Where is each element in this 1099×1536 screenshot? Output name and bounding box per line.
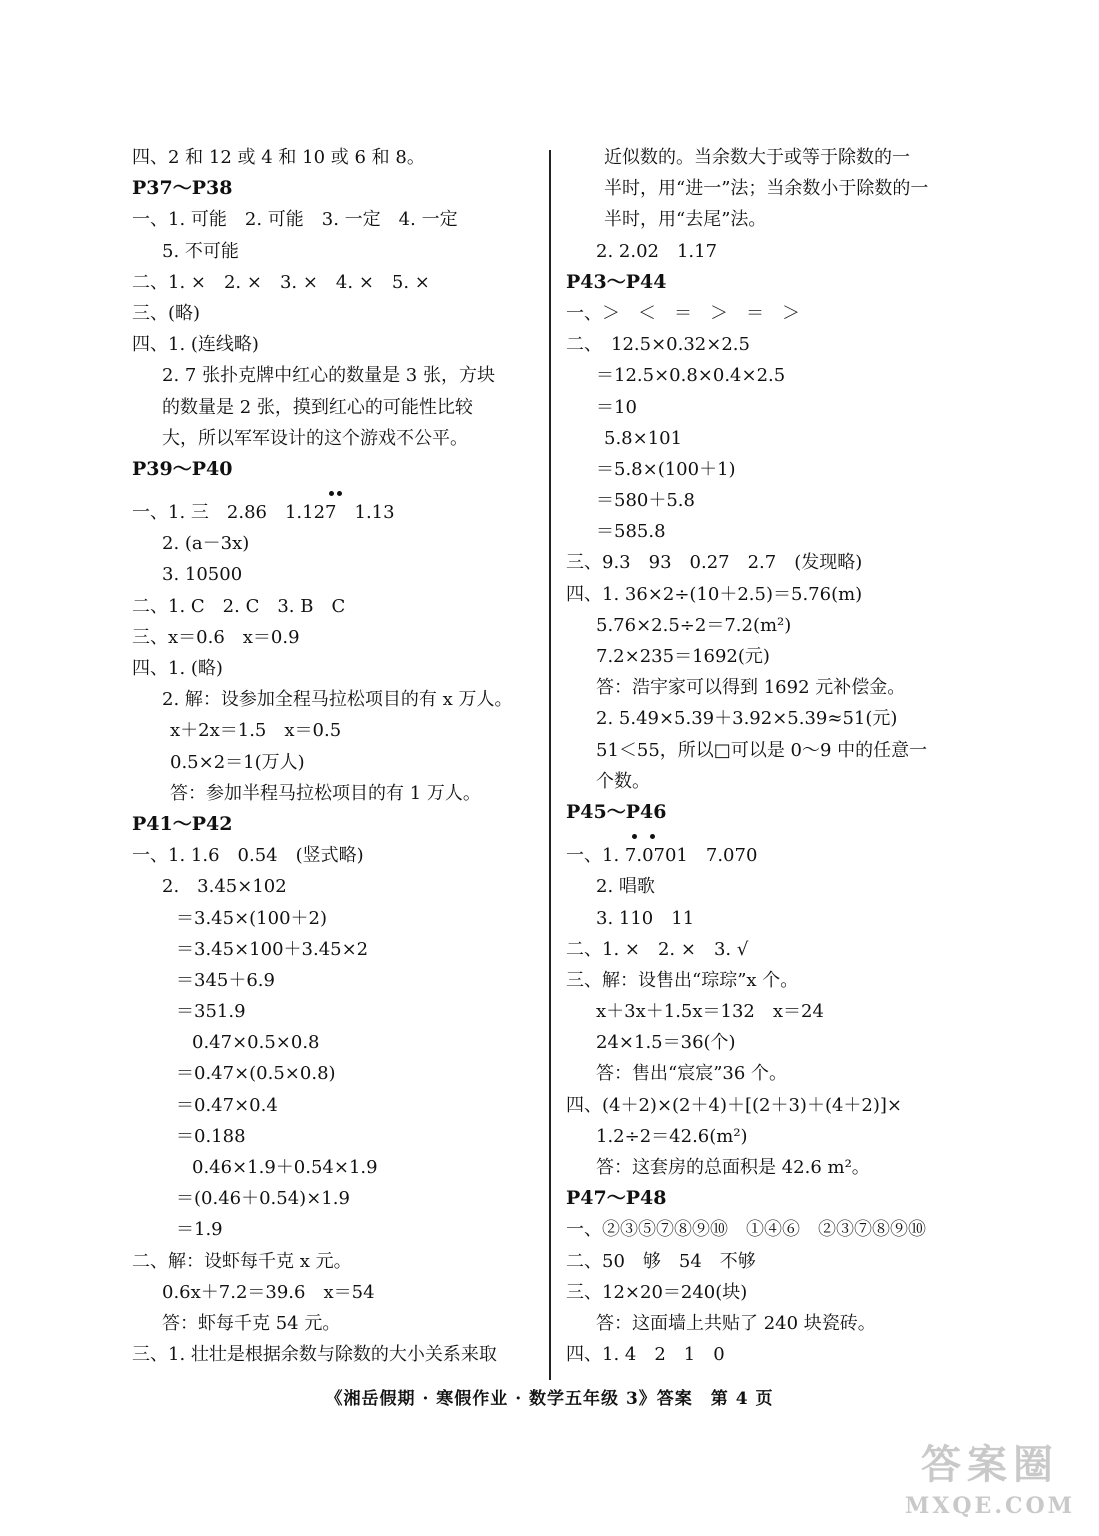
answer-line: 半时，用“去尾”法。 (604, 209, 767, 231)
answer-line: 1.2÷2＝42.6(m²) (596, 1125, 748, 1147)
section-header: P41～P42 (132, 812, 233, 835)
answer-line: 0.46×1.9＋0.54×1.9 (192, 1157, 378, 1178)
section-header: P45～P46 (566, 800, 667, 823)
repeating-dot (632, 834, 637, 839)
watermark-text: 答案圈 (921, 1441, 1059, 1488)
answer-line: 5. 不可能 (162, 240, 239, 262)
section-header: P39～P40 (132, 457, 233, 480)
answer-line: 四、1. 4 2 1 0 (566, 1344, 725, 1366)
answer-line: 二、 12.5×0.32×2.5 (566, 334, 750, 356)
answer-line: 四、1. (连线略) (132, 334, 259, 356)
answer-line: ＝351.9 (176, 1001, 246, 1023)
answer-line: 二、1. C 2. C 3. B C (132, 595, 346, 617)
answer-line: 一、1. 三 2.86 1.127 1.13 (132, 497, 542, 528)
answer-line: 51＜55，所以□可以是 0～9 中的任意一 (596, 739, 928, 761)
answer-line: ＝(0.46＋0.54)×1.9 (176, 1188, 350, 1210)
answer-line: ＝585.8 (596, 521, 666, 543)
answer-line: 2. 2.02 1.17 (596, 240, 718, 262)
repeating-dot (329, 491, 334, 496)
right-column (566, 142, 986, 1370)
section-header: P37～P38 (132, 177, 233, 200)
answer-line: ＝1.9 (176, 1219, 223, 1241)
answer-line: 四、2 和 12 或 4 和 10 或 6 和 8。 (132, 147, 425, 168)
answer-line: 2. 3.45×102 (162, 876, 287, 898)
page-footer: 《湘岳假期 · 寒假作业 · 数学五年级 3》答案 第 4 页 (325, 1389, 774, 1409)
answer-line: 答：虾每千克 54 元。 (162, 1312, 341, 1334)
answer-line: 二、解：设虾每千克 x 元。 (132, 1250, 352, 1272)
answer-line: 7.2×235＝1692(元) (596, 646, 770, 667)
answer-line: 三、x＝0.6 x＝0.9 (132, 626, 300, 648)
answer-line: 二、1. × 2. × 3. √ (566, 938, 749, 960)
section-header: P47～P48 (566, 1187, 667, 1210)
answer-line: 三、12×20＝240(块) (566, 1281, 748, 1303)
answer-line: 半时，用“进一”法；当余数小于除数的一 (604, 178, 929, 200)
answer-line: ＝345＋6.9 (176, 969, 275, 991)
answer-line: x＋3x＋1.5x＝132 x＝24 (596, 1001, 824, 1023)
answer-line: 2. 解：设参加全程马拉松项目的有 x 万人。 (162, 689, 513, 711)
answer-line: ＝12.5×0.8×0.4×2.5 (596, 365, 786, 387)
section-header: P43～P44 (566, 270, 667, 293)
repeating-dot (337, 491, 342, 496)
answer-line: ＝3.45×(100＋2) (176, 907, 328, 929)
answer-line: 三、9.3 93 0.27 2.7 (发现略) (566, 552, 863, 574)
watermark-logo (895, 1438, 1085, 1528)
answer-line: 5.76×2.5÷2＝7.2(m²) (596, 614, 792, 636)
answer-line: 个数。 (596, 770, 650, 792)
answer-line: ＝0.47×(0.5×0.8) (176, 1063, 336, 1085)
answer-line: 0.6x＋7.2＝39.6 x＝54 (162, 1281, 375, 1303)
answer-line: 四、(4＋2)×(2＋4)＋[(2＋3)＋(4＋2)]× (566, 1094, 903, 1116)
answer-line: 答：这套房的总面积是 42.6 m²。 (596, 1157, 870, 1178)
answer-line: ＝0.47×0.4 (176, 1094, 278, 1116)
column-divider (549, 150, 551, 1380)
answer-line: 二、50 够 54 不够 (566, 1250, 756, 1272)
answer-line: 2. 5.49×5.39＋3.92×5.39≈51(元) (596, 708, 898, 730)
answer-line: 四、1. 36×2÷(10＋2.5)＝5.76(m) (566, 583, 863, 605)
answer-line: 答：这面墙上共贴了 240 块瓷砖。 (596, 1312, 876, 1334)
answer-line: 四、1. (略) (132, 658, 223, 679)
answer-line: 三、1. 壮壮是根据余数与除数的大小关系来取 (132, 1344, 497, 1366)
answer-line: 一、＞ ＜ ＝ ＞ ＝ ＞ (566, 302, 800, 324)
answer-line: ＝3.45×100＋3.45×2 (176, 938, 369, 960)
answer-line: ＝10 (596, 396, 637, 418)
answer-line: 2. 7 张扑克牌中红心的数量是 3 张，方块 (162, 365, 495, 387)
answer-line: 大，所以军军设计的这个游戏不公平。 (162, 427, 468, 449)
answer-line: ＝580＋5.8 (596, 490, 695, 512)
answer-line: 一、1. 1.6 0.54 (竖式略) (132, 845, 364, 867)
answer-line: 的数量是 2 张，摸到红心的可能性比较 (162, 396, 473, 418)
answer-line: 5.8×101 (604, 427, 683, 449)
answer-line: 一、1. 可能 2. 可能 3. 一定 4. 一定 (132, 209, 458, 231)
answer-line: 2. 唱歌 (596, 876, 655, 898)
answer-line: ＝5.8×(100＋1) (596, 458, 736, 480)
answer-line: 一、②③⑤⑦⑧⑨⑩ ①④⑥ ②③⑦⑧⑨⑩ (566, 1219, 926, 1241)
answer-line: 一、1. 7.0701 7.070 (566, 840, 986, 871)
answer-line: 近似数的。当余数大于或等于除数的一 (604, 147, 910, 168)
answer-line: 2. (a－3x) (162, 533, 250, 555)
answer-line: 答：参加半程马拉松项目的有 1 万人。 (170, 782, 481, 804)
answer-line: 三、解：设售出“琮琮”x 个。 (566, 969, 799, 991)
answer-line: 3. 110 11 (596, 907, 695, 929)
left-column (132, 142, 542, 1370)
watermark-url: MXQE.COM (904, 1493, 1076, 1519)
answer-line: 0.47×0.5×0.8 (192, 1032, 320, 1054)
answer-line: 三、(略) (132, 302, 201, 324)
answer-line: 3. 10500 (162, 564, 243, 586)
answer-line: ＝0.188 (176, 1125, 246, 1147)
answer-line: 二、1. × 2. × 3. × 4. × 5. × (132, 271, 430, 293)
repeating-dot (650, 834, 655, 839)
answer-line: 24×1.5＝36(个) (596, 1032, 736, 1054)
answer-line: x＋2x＝1.5 x＝0.5 (170, 720, 342, 742)
answer-line: 0.5×2＝1(万人) (170, 751, 305, 773)
answer-line: 答：售出“宸宸”36 个。 (596, 1063, 788, 1085)
answer-line: 答：浩宇家可以得到 1692 元补偿金。 (596, 677, 906, 699)
